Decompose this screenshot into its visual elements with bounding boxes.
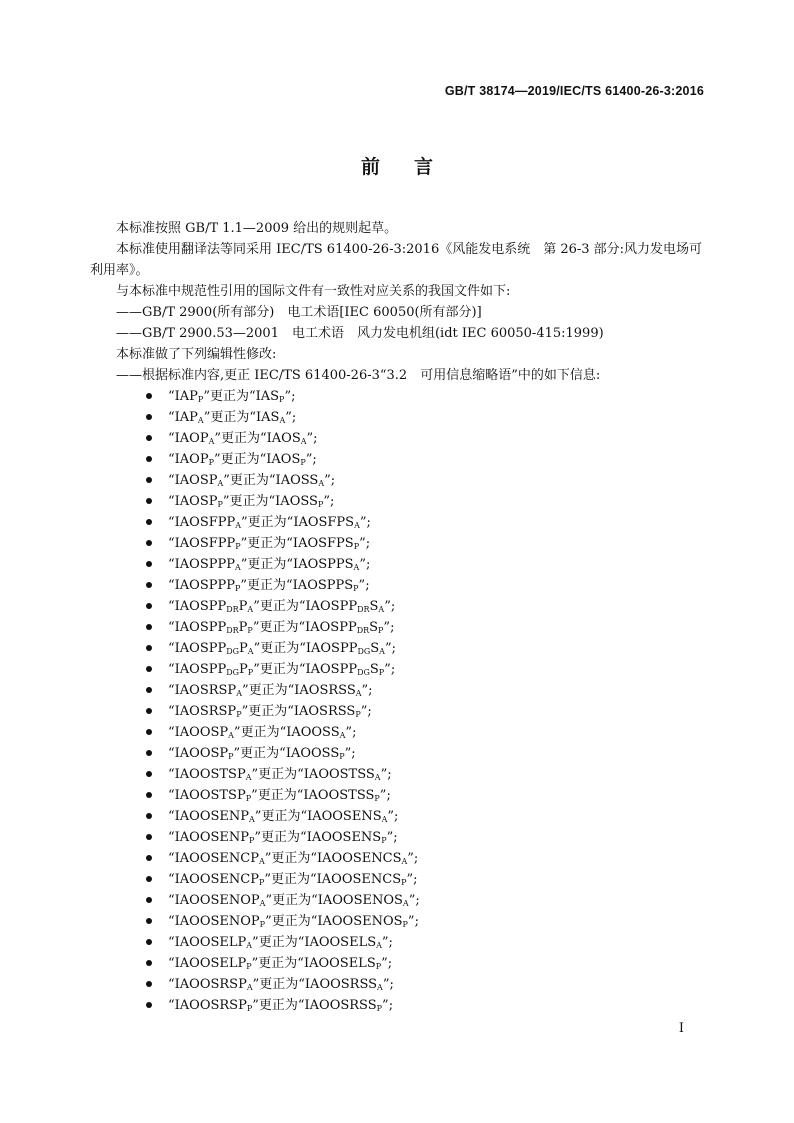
bullet-icon xyxy=(146,771,152,777)
list-item-text: “$IAOSP_P$”更正为“$IAOSS_P$”; xyxy=(168,494,335,509)
list-item-text: “$IAOOSENOP_P$”更正为“$IAOOSENOS_P$”; xyxy=(168,914,419,929)
list-item xyxy=(90,407,704,428)
list-item xyxy=(90,554,704,575)
bullet-icon xyxy=(146,456,152,462)
bullet-icon xyxy=(146,666,152,672)
list-item xyxy=(90,890,704,911)
bullet-icon xyxy=(146,855,152,861)
list-item-text: “$IAOSFPP_A$”更正为“$IAOSFPS_A$”; xyxy=(168,515,371,530)
list-item-text: “$IAOP_P$”更正为“$IAOS_P$”; xyxy=(168,452,317,467)
bullet-icon xyxy=(146,624,152,630)
bullet-icon xyxy=(146,414,152,420)
bullet-icon xyxy=(146,918,152,924)
list-item xyxy=(90,596,704,617)
paragraph-editorial-changes: 本标准做了下列编辑性修改: xyxy=(116,347,277,362)
bullet-icon xyxy=(146,834,152,840)
list-item-text: “$IAOOSRSP_A$”更正为“$IAOOSRSS_A$”; xyxy=(168,977,394,992)
paragraph-drafting-rules: 本标准按照 GB/T 1.1—2009 给出的规则起草。 xyxy=(116,221,398,236)
bullet-icon xyxy=(146,897,152,903)
list-item-text: “$IAOSRSP_A$”更正为“$IAOSRSS_A$”; xyxy=(168,683,373,698)
bullet-icon xyxy=(146,687,152,693)
list-item xyxy=(90,995,704,1016)
list-item-text: “$IAOOSTSP_P$”更正为“$IAOOSTSS_P$”; xyxy=(168,788,391,803)
list-item-text: “$IAOSPPP_A$”更正为“$IAOSPPS_A$”; xyxy=(168,557,371,572)
bullet-icon xyxy=(146,582,152,588)
list-item xyxy=(90,638,704,659)
list-item-text: “$IAOSPP_{DG}P_A$”更正为“$IAOSPP_{DG}S_A$”; xyxy=(168,641,396,656)
list-item xyxy=(90,533,704,554)
bullet-icon xyxy=(146,813,152,819)
list-item xyxy=(90,953,704,974)
bullet-icon xyxy=(146,981,152,987)
list-item xyxy=(90,491,704,512)
bullet-icon xyxy=(146,708,152,714)
bullet-icon xyxy=(146,939,152,945)
paragraph-adoption: 本标准使用翻译法等同采用 IEC/TS 61400-26-3:2016《风能发电系统 第 26-3 部分:风力发电场可利用率》。 xyxy=(90,242,703,278)
list-item xyxy=(90,827,704,848)
bullet-icon xyxy=(146,792,152,798)
bullet-icon xyxy=(146,561,152,567)
bullet-icon xyxy=(146,435,152,441)
list-item xyxy=(90,785,704,806)
list-item-text: “$IAOSPPP_P$”更正为“$IAOSPPS_P$”; xyxy=(168,578,370,593)
list-item-text: “$IAOOSP_P$”更正为“$IAOOSS_P$”; xyxy=(168,746,356,761)
list-item xyxy=(90,470,704,491)
list-item xyxy=(90,575,704,596)
list-item-text: “$IAP_P$”更正为“$IAS_P$”; xyxy=(168,389,296,404)
bullet-icon xyxy=(146,645,152,651)
list-item-text: “$IAOOSTSP_A$”更正为“$IAOOSTSS_A$”; xyxy=(168,767,392,782)
list-item xyxy=(90,701,704,722)
list-item-text: “$IAOOSP_A$”更正为“$IAOOSS_A$”; xyxy=(168,725,357,740)
list-item xyxy=(90,386,704,407)
list-item-text: “$IAOOSENP_P$”更正为“$IAOOSENS_P$”; xyxy=(168,830,398,845)
list-item xyxy=(90,932,704,953)
page-title: 前言 xyxy=(360,156,467,178)
list-item-text: “$IAOP_A$”更正为“$IAOS_A$”; xyxy=(168,431,318,446)
list-item-text: “$IAOOSELP_A$”更正为“$IAOOSELS_A$”; xyxy=(168,935,393,950)
paragraph-references-intro: 与本标准中规范性引用的国际文件有一致性对应关系的我国文件如下: xyxy=(116,284,511,299)
list-item-text: “$IAOSPP_{DR}P_P$”更正为“$IAOSPP_{DR}S_P$”; xyxy=(168,620,395,635)
list-item xyxy=(90,449,704,470)
list-item xyxy=(90,743,704,764)
list-item xyxy=(90,806,704,827)
list-item-text: “$IAOOSELP_P$”更正为“$IAOOSELS_P$”; xyxy=(168,956,393,971)
list-item xyxy=(90,680,704,701)
list-item-text: “$IAP_A$”更正为“$IAS_A$”; xyxy=(168,410,297,425)
list-item xyxy=(90,848,704,869)
list-item xyxy=(90,659,704,680)
bullet-icon xyxy=(146,498,152,504)
list-item xyxy=(90,911,704,932)
reference-item-gbt2900-53: ——GB/T 2900.53—2001 电工术语 风力发电机组(idt IEC 60050-415:1999) xyxy=(116,326,604,341)
list-item-text: “$IAOSP_A$”更正为“$IAOSS_A$”; xyxy=(168,473,336,488)
list-item-text: “$IAOOSENOP_A$”更正为“$IAOOSENOS_A$”; xyxy=(168,893,420,908)
list-item-text: “$IAOSPP_{DR}P_A$”更正为“$IAOSPP_{DR}S_A$”; xyxy=(168,599,396,614)
document-body xyxy=(90,218,704,1016)
list-item-text: “$IAOOSENCP_A$”更正为“$IAOOSENCS_A$”; xyxy=(168,851,419,866)
reference-item-gbt2900: ——GB/T 2900(所有部分) 电工术语[IEC 60050(所有部分)] xyxy=(116,305,482,320)
correction-list xyxy=(90,386,704,1016)
list-item-text: “$IAOOSRSP_P$”更正为“$IAOOSRSS_P$”; xyxy=(168,998,394,1013)
list-item xyxy=(90,764,704,785)
list-item xyxy=(90,974,704,995)
bullet-icon xyxy=(146,540,152,546)
list-item-text: “$IAOOSENCP_P$”更正为“$IAOOSENCS_P$”; xyxy=(168,872,418,887)
standard-number: GB/T 38174—2019/IEC/TS 61400-26-3:2016 xyxy=(444,84,704,98)
editorial-change-item: ——根据标准内容,更正 IEC/TS 61400-26-3“3.2 可用信息缩略语”中的如下信息: xyxy=(116,368,601,383)
list-item-text: “$IAOSFPP_P$”更正为“$IAOSFPS_P$”; xyxy=(168,536,371,551)
bullet-icon xyxy=(146,603,152,609)
list-item xyxy=(90,869,704,890)
bullet-icon xyxy=(146,876,152,882)
list-item-text: “$IAOOSENP_A$”更正为“$IAOOSENS_A$”; xyxy=(168,809,399,824)
list-item-text: “$IAOSRSP_P$”更正为“$IAOSRSS_P$”; xyxy=(168,704,372,719)
bullet-icon xyxy=(146,519,152,525)
list-item-text: “$IAOSPP_{DG}P_P$”更正为“$IAOSPP_{DG}S_P$”; xyxy=(168,662,396,677)
bullet-icon xyxy=(146,750,152,756)
list-item xyxy=(90,512,704,533)
list-item xyxy=(90,428,704,449)
list-item xyxy=(90,722,704,743)
list-item xyxy=(90,617,704,638)
bullet-icon xyxy=(146,1002,152,1008)
page-number: I xyxy=(678,1021,684,1036)
bullet-icon xyxy=(146,477,152,483)
bullet-icon xyxy=(146,393,152,399)
bullet-icon xyxy=(146,729,152,735)
bullet-icon xyxy=(146,960,152,966)
